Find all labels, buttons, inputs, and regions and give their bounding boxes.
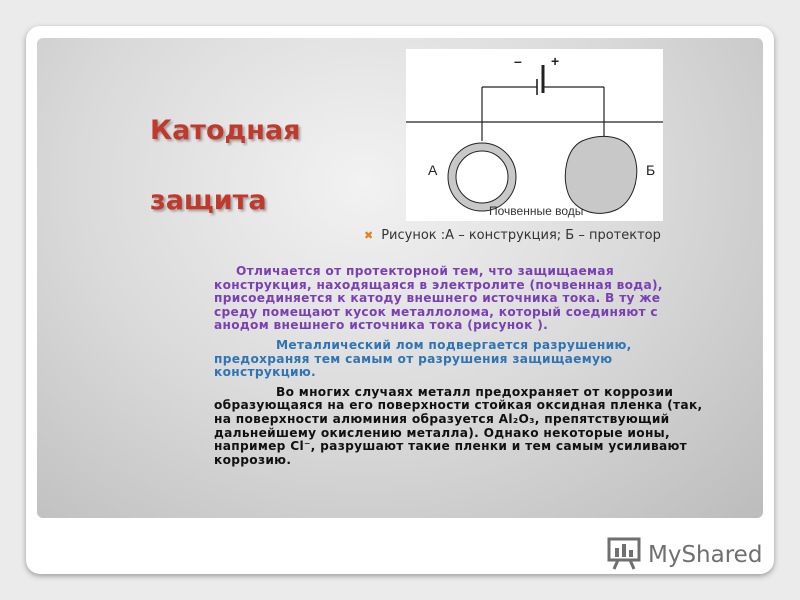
- paragraph-scrap-metal: Металлический лом подвергается разрушению, предохраняя тем самым от разрушения защищаемую конструкцию.: [214, 337, 632, 380]
- caption-text: Рисунок :А – конструкция; Б – протектор: [381, 228, 661, 243]
- paragraph-oxide-film: Во многих случаях металл предохраняет от коррозии образующаяся на его поверхности стойкая оксидная пленка (так, на поверхности алюминия образуется Al₂O₃, препятствующий дальнейшему окислению металла). Однако некоторые ионы, например Cl⁻, разрушают такие пленки и тем самым усиливают коррозию.: [214, 384, 703, 467]
- slide-body-text: [214, 265, 704, 467]
- scrap-metal-blob: [565, 136, 636, 213]
- minus-sign: –: [514, 53, 522, 69]
- soil-water-label: Почвенные воды: [489, 204, 584, 218]
- plus-sign: +: [551, 53, 560, 69]
- label-a: А: [428, 162, 438, 178]
- cathodic-protection-figure: [406, 49, 663, 221]
- watermark: [606, 537, 762, 573]
- pipe-ring-inner: [456, 151, 508, 203]
- watermark-text: MyShared: [648, 542, 763, 568]
- bullet-x-icon: ✖: [364, 229, 374, 242]
- label-b: Б: [646, 162, 656, 178]
- circuit-diagram: [406, 49, 663, 221]
- title-line-1: Катодная: [150, 115, 301, 146]
- title-line-2: защита: [150, 185, 267, 216]
- presentation-board-icon: [606, 536, 642, 574]
- slide-title: [150, 96, 301, 236]
- paragraph-cathodic-description: Отличается от протекторной тем, что защищаемая конструкция, находящаяся в электролите (почвенная вода), присоединяется к катоду внешнего источника тока. В ту же среду помещают кусок металлолома, который соединяют с анодом внешнего источника тока (рисунок ).: [214, 264, 663, 333]
- figure-caption: [364, 228, 754, 243]
